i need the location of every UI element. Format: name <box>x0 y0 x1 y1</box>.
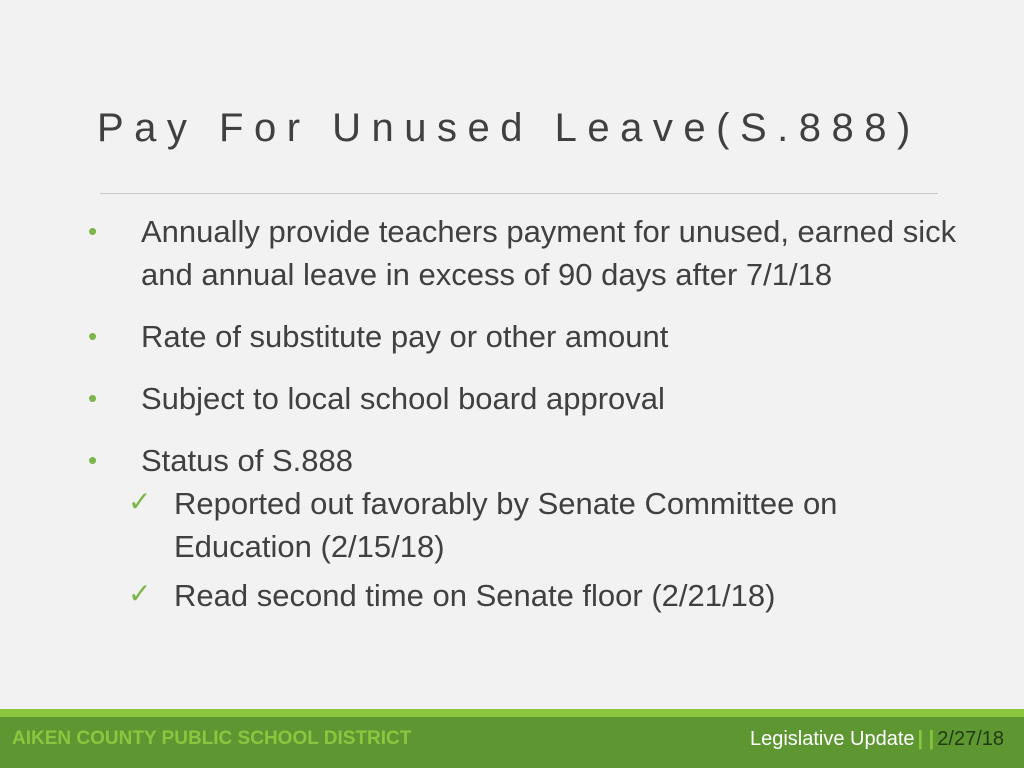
footer-organization: AIKEN COUNTY PUBLIC SCHOOL DISTRICT <box>12 728 412 749</box>
bullet-text: Subject to local school board approval <box>141 381 665 416</box>
title-divider <box>100 193 938 194</box>
checkmark-icon: ✓ <box>128 485 152 518</box>
footer-label: Legislative Update <box>749 728 915 750</box>
bullet-dot-icon: • <box>88 445 98 475</box>
footer-info <box>750 726 1004 752</box>
checkmark-icon: ✓ <box>128 577 152 610</box>
slide-title: Pay For Unused Leave(S.888) <box>97 106 921 150</box>
bullet-text: Status of S.888 <box>141 443 353 478</box>
footer-date: 2/27/18 <box>937 728 1004 750</box>
bullet-dot-icon: • <box>88 383 98 413</box>
bullet-list <box>88 210 968 617</box>
bullet-item <box>88 439 968 617</box>
sub-bullet-item <box>128 574 968 617</box>
bullet-text: Rate of substitute pay or other amount <box>141 319 669 354</box>
footer-separator: | | <box>917 728 935 750</box>
footer-bar <box>0 717 1024 768</box>
bullet-dot-icon: • <box>88 216 98 246</box>
bullet-item <box>88 315 968 358</box>
bullet-item <box>88 377 968 420</box>
bullet-item <box>88 210 968 296</box>
bullet-dot-icon: • <box>88 321 98 351</box>
status-sublist <box>128 482 968 617</box>
sub-bullet-item <box>128 482 968 568</box>
bullet-text: Annually provide teachers payment for unused, earned sick and annual leave in excess of 90 days after 7/1/18 <box>141 214 957 292</box>
footer-accent-stripe <box>0 709 1024 717</box>
sub-bullet-text: Reported out favorably by Senate Committee on Education (2/15/18) <box>174 486 838 564</box>
sub-bullet-text: Read second time on Senate floor (2/21/18) <box>174 578 776 613</box>
